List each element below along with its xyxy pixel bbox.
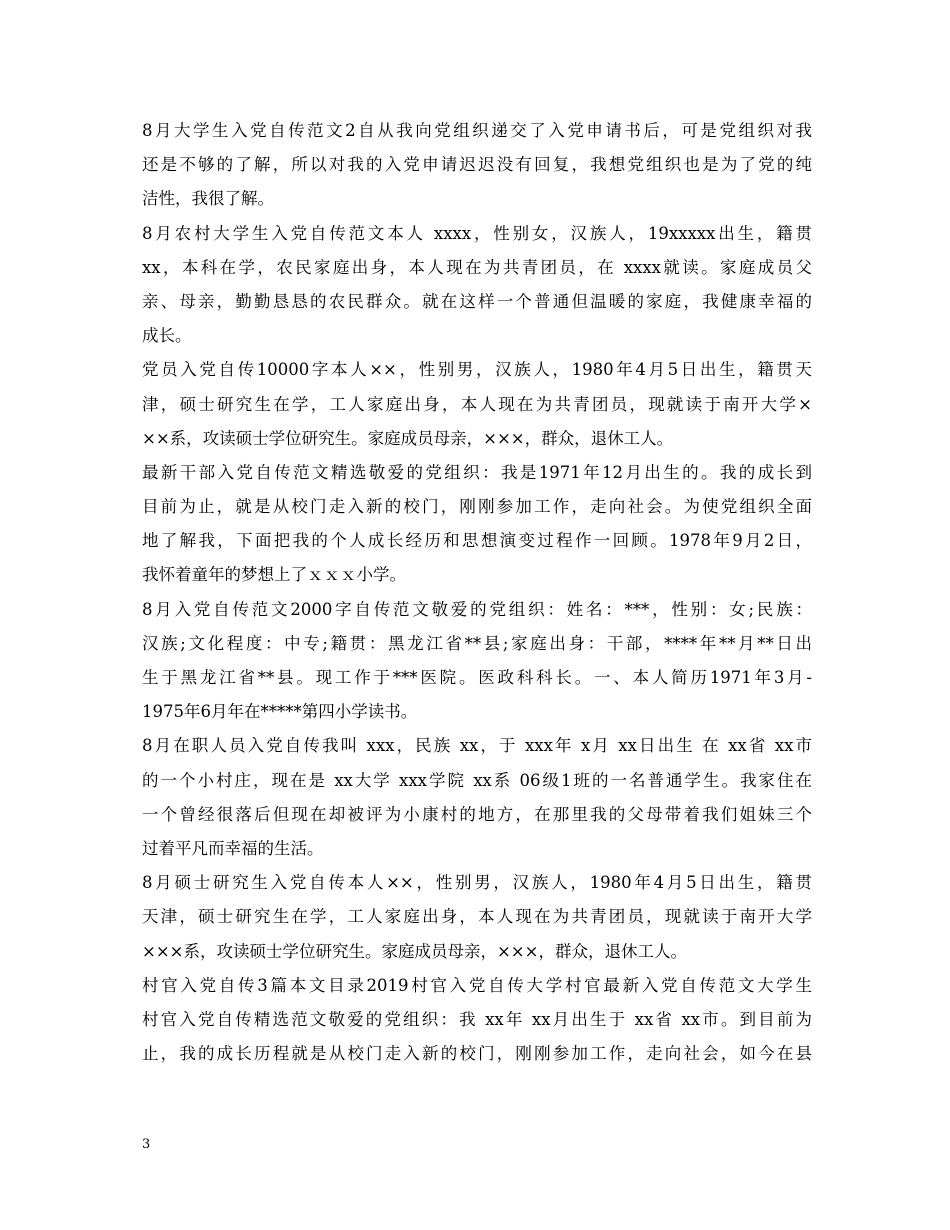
text-line: 8月在职人员入党自传我叫 xxx，民族 xx，于 xxx年 x月 xx日出生 在 xx省 xx市: [142, 736, 812, 756]
text-line: 8月大学生入党自传范文2自从我向党组织递交了入党申请书后，可是党组织对我: [142, 121, 812, 140]
text-line: 党员入党自传10000字本人××，性别男，汉族人，1980年4月5日出生，籍贯天: [142, 360, 812, 380]
text-line: 1975年6月年在*****第四小学读书。: [142, 702, 418, 722]
text-line: 最新干部入党自传范文精选敬爱的党组织：我是1971年12月出生的。我的成长到: [142, 462, 812, 482]
text-line: 亲、母亲，勤勤恳恳的农民群众。就在这样一个普通但温暖的家庭，我健康幸福的: [142, 291, 812, 311]
text-line: 8月农村大学生入党自传范文本人 xxxx，性别女，汉族人，19xxxxx出生，籍贯: [142, 223, 812, 243]
text-line: 8月硕士研究生入党自传本人××，性别男，汉族人，1980年4月5日出生，籍贯: [142, 873, 812, 893]
text-line: 止，我的成长历程就是从校门走入新的校门，刚刚参加工作，走向社会，如今在县: [142, 1044, 812, 1064]
text-line: 津，硕士研究生在学，工人家庭出身，本人现在为共青团员，现就读于南开大学×: [142, 394, 812, 414]
text-line: 成长。: [142, 326, 192, 346]
text-line: 的一个小村庄，现在是 xx大学 xxx学院 xx系 06级1班的一名普通学生。我家住在: [142, 770, 812, 790]
text-line: ××系，攻读硕士学位研究生。家庭成员母亲，×××，群众，退休工人。: [142, 428, 674, 448]
text-line: 还是不够的了解，所以对我的入党申请迟迟没有回复，我想党组织也是为了党的纯: [142, 155, 812, 175]
text-line: ×××系，攻读硕士学位研究生。家庭成员母亲，×××，群众，退休工人。: [142, 941, 687, 961]
text-line: 生于黑龙江省**县。现工作于***医院。医政科科长。一、本人简历1971年3月-: [142, 668, 812, 687]
text-line: 天津，硕士研究生在学，工人家庭出身，本人现在为共青团员，现就读于南开大学: [142, 907, 812, 927]
document-body: [142, 114, 812, 1071]
text-line: 村官入党自传精选范文敬爱的党组织：我 xx年 xx月出生于 xx省 xx市。到目前为: [142, 1009, 812, 1029]
page-number: 3: [142, 1137, 151, 1152]
text-line: 洁性，我很了解。: [142, 189, 274, 209]
text-line: 村官入党自传3篇本文目录2019村官入党自传大学村官最新入党自传范文大学生: [142, 975, 812, 995]
text-line: xx，本科在学，农民家庭出身，本人现在为共青团员，在 xxxx就读。家庭成员父: [142, 257, 812, 277]
text-line: 一个曾经很落后但现在却被评为小康村的地方，在那里我的父母带着我们姐妹三个: [142, 804, 812, 824]
text-line: 汉族;文化程度：中专;籍贯：黑龙江省**县;家庭出身：干部，****年**月**日出: [142, 633, 812, 653]
text-line: 我怀着童年的梦想上了ｘｘｘ小学。: [142, 565, 406, 585]
text-line: 8月入党自传范文2000字自传范文敬爱的党组织：姓名：***，性别：女;民族：: [142, 599, 812, 619]
text-line: 过着平凡而幸福的生活。: [142, 838, 324, 858]
text-line: 目前为止，就是从校门走入新的校门，刚刚参加工作，走向社会。为使党组织全面: [142, 497, 812, 517]
text-line: 地了解我，下面把我的个人成长经历和思想演变过程作一回顾。1978年9月2日，: [142, 531, 812, 551]
